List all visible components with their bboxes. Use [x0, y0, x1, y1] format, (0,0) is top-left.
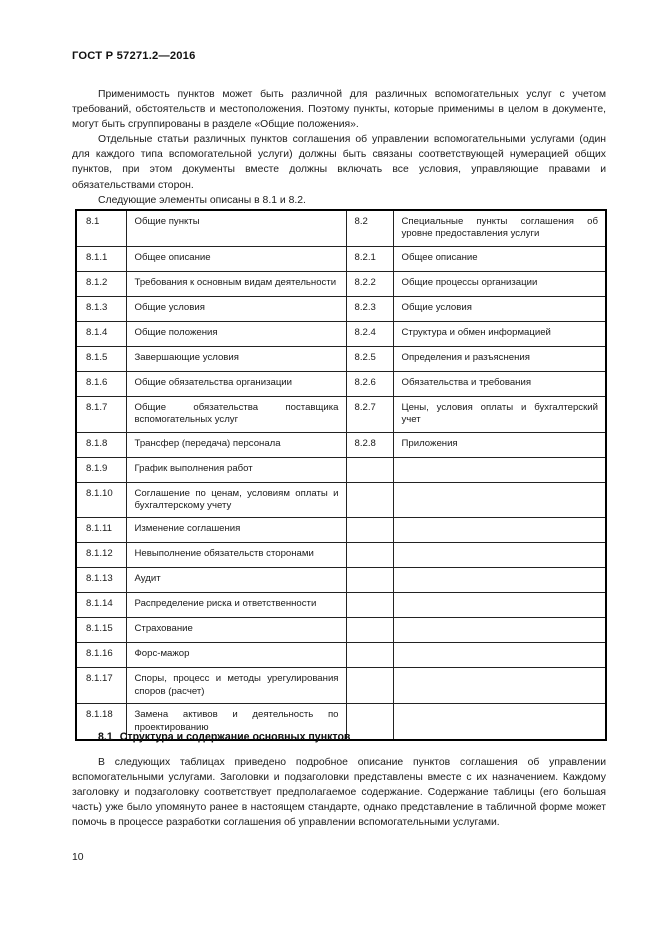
cell-left-number: 8.1.16 [76, 643, 126, 668]
cell-right-text: Определения и разъяснения [393, 346, 606, 371]
cell-right-text: Общее описание [393, 246, 606, 271]
table-row [76, 668, 606, 704]
cell-right-text: Специальные пункты соглашения об уровне предоставления услуги [393, 210, 606, 246]
section-heading-title: Структура и содержание основных пунктов [119, 731, 351, 743]
cell-left-number: 8.1.13 [76, 568, 126, 593]
cell-right-number [346, 457, 393, 482]
document-header-standard-id: ГОСТ Р 57271.2—2016 [72, 50, 196, 62]
cell-left-text: Распределение риска и ответственности [126, 593, 346, 618]
cell-right-number: 8.2.2 [346, 271, 393, 296]
cell-right-text: Обязательства и требования [393, 371, 606, 396]
cell-left-number: 8.1.14 [76, 593, 126, 618]
cell-left-number: 8.1.5 [76, 346, 126, 371]
cell-right-number: 8.2.1 [346, 246, 393, 271]
cell-left-number: 8.1.4 [76, 321, 126, 346]
cell-left-text: Аудит [126, 568, 346, 593]
table-row [76, 543, 606, 568]
cell-left-number: 8.1.1 [76, 246, 126, 271]
cell-left-number: 8.1.12 [76, 543, 126, 568]
table-row [76, 396, 606, 432]
table-row [76, 432, 606, 457]
table-row [76, 568, 606, 593]
table-row [76, 482, 606, 518]
clause-structure-table [75, 209, 607, 741]
cell-left-text: Трансфер (передача) персонала [126, 432, 346, 457]
table-row [76, 246, 606, 271]
cell-right-number: 8.2 [346, 210, 393, 246]
clause-structure-table-wrap [75, 209, 605, 741]
cell-right-text [393, 704, 606, 740]
cell-right-number [346, 543, 393, 568]
cell-left-text: Общие пункты [126, 210, 346, 246]
cell-left-number: 8.1.3 [76, 296, 126, 321]
cell-right-text [393, 668, 606, 704]
cell-left-text: Форс-мажор [126, 643, 346, 668]
cell-left-text: Замена активов и деятельность по проектированию [126, 704, 346, 740]
cell-left-text: Общие условия [126, 296, 346, 321]
cell-right-number [346, 593, 393, 618]
section-heading-number: 8.1 [98, 731, 113, 743]
cell-left-number: 8.1.15 [76, 618, 126, 643]
cell-right-number: 8.2.4 [346, 321, 393, 346]
cell-right-number [346, 518, 393, 543]
cell-left-number: 8.1.6 [76, 371, 126, 396]
cell-right-number [346, 704, 393, 740]
cell-right-number: 8.2.5 [346, 346, 393, 371]
cell-right-text [393, 568, 606, 593]
cell-right-text: Общие условия [393, 296, 606, 321]
cell-right-text [393, 543, 606, 568]
cell-right-text [393, 518, 606, 543]
table-row [76, 593, 606, 618]
cell-left-text: Невыполнение обязательств сторонами [126, 543, 346, 568]
cell-left-number: 8.1.10 [76, 482, 126, 518]
cell-left-text: Страхование [126, 618, 346, 643]
paragraph: В следующих таблицах приведено подробное описание пунктов соглашения об управлении вспомогательными услугами. Заголовки и подзаголовки представлены вместе с их назначением. Каждому заголовку и подзаголовку соответствует предполагаемое содержание. Содержание таблицы (его большая часть) уже было упомянуто ранее в настоящем стандарте, однако представление в табличной форме может помочь в процессе разработки соглашения об управлении вспомогательными услугами. [72, 757, 606, 829]
closing-text-block [72, 755, 606, 830]
cell-right-number: 8.2.8 [346, 432, 393, 457]
cell-left-number: 8.1.9 [76, 457, 126, 482]
table-row [76, 518, 606, 543]
cell-right-number: 8.2.7 [346, 396, 393, 432]
table-row [76, 296, 606, 321]
cell-left-text: График выполнения работ [126, 457, 346, 482]
table-row [76, 321, 606, 346]
cell-left-text: Споры, процесс и методы урегулирования споров (расчет) [126, 668, 346, 704]
cell-right-text: Цены, условия оплаты и бухгалтерский учет [393, 396, 606, 432]
cell-left-text: Общие обязательства организации [126, 371, 346, 396]
cell-right-number [346, 668, 393, 704]
cell-right-number [346, 643, 393, 668]
table-row [76, 643, 606, 668]
cell-right-text [393, 457, 606, 482]
paragraph: Применимость пунктов может быть различной для различных вспомогательных услуг с учетом требований, обстоятельств и местоположения. Поэтому пункты, которые применимы в целом в документе, могут быть сгруппированы в разделе «Общие положения». [72, 89, 606, 131]
table-row [76, 346, 606, 371]
cell-left-number: 8.1.17 [76, 668, 126, 704]
cell-right-text: Приложения [393, 432, 606, 457]
cell-left-text: Общее описание [126, 246, 346, 271]
cell-left-text: Завершающие условия [126, 346, 346, 371]
cell-right-number [346, 618, 393, 643]
intro-text-block [72, 87, 606, 208]
cell-right-number [346, 568, 393, 593]
cell-left-number: 8.1.2 [76, 271, 126, 296]
cell-right-number: 8.2.6 [346, 371, 393, 396]
paragraph: Отдельные статьи различных пунктов соглашения об управлении вспомогательными услугами (один для каждого типа вспомогательной услуги) должны быть связаны соответствующей нумерацией общих пунктов, при этом документы вместе должны включать все условия, управляющие правами и обязательствами сторон. [72, 134, 606, 191]
cell-right-text [393, 482, 606, 518]
cell-right-number [346, 482, 393, 518]
table-row [76, 618, 606, 643]
cell-left-number: 8.1.18 [76, 704, 126, 740]
cell-left-text: Соглашение по ценам, условиям оплаты и бухгалтерскому учету [126, 482, 346, 518]
table-row [76, 371, 606, 396]
cell-left-number: 8.1.11 [76, 518, 126, 543]
cell-right-number: 8.2.3 [346, 296, 393, 321]
table-row [76, 457, 606, 482]
table-row [76, 210, 606, 246]
cell-left-number: 8.1.8 [76, 432, 126, 457]
cell-right-text [393, 643, 606, 668]
cell-left-number: 8.1.7 [76, 396, 126, 432]
cell-right-text [393, 593, 606, 618]
cell-left-text: Общие обязательства поставщика вспомогательных услуг [126, 396, 346, 432]
cell-left-text: Общие положения [126, 321, 346, 346]
cell-right-text: Общие процессы организации [393, 271, 606, 296]
cell-right-text: Структура и обмен информацией [393, 321, 606, 346]
section-heading [98, 731, 350, 743]
cell-left-text: Требования к основным видам деятельности [126, 271, 346, 296]
page-number: 10 [72, 852, 84, 863]
cell-left-number: 8.1 [76, 210, 126, 246]
paragraph: Следующие элементы описаны в 8.1 и 8.2. [98, 194, 306, 206]
cell-right-text [393, 618, 606, 643]
cell-left-text: Изменение соглашения [126, 518, 346, 543]
table-row [76, 271, 606, 296]
